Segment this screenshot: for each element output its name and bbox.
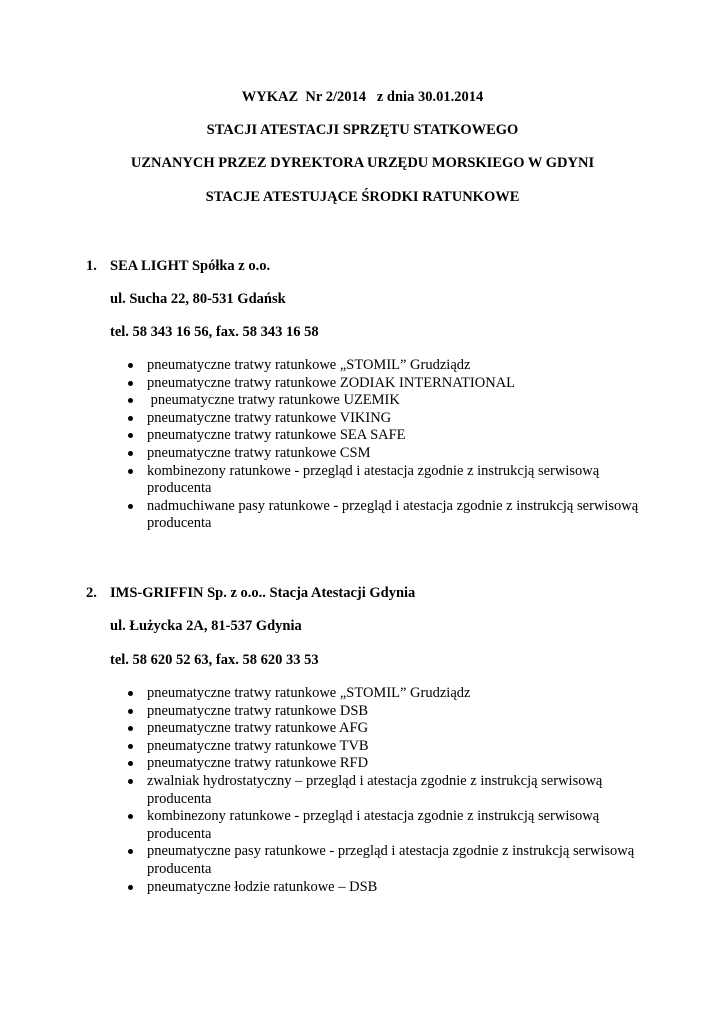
bullet-icon <box>128 416 133 421</box>
section-2-number: 2. <box>86 585 97 601</box>
list-item: pneumatyczne tratwy ratunkowe UZEMIK <box>126 392 646 410</box>
bullet-icon <box>128 814 133 819</box>
list-item: pneumatyczne łodzie ratunkowe – DSB <box>126 879 646 897</box>
list-item: pneumatyczne tratwy ratunkowe DSB <box>126 703 646 721</box>
list-item: pneumatyczne tratwy ratunkowe AFG <box>126 720 646 738</box>
section-1-phone: tel. 58 343 16 56, fax. 58 343 16 58 <box>110 324 319 340</box>
list-item: pneumatyczne tratwy ratunkowe „STOMIL” Grudziądz <box>126 357 646 375</box>
document-title: WYKAZ Nr 2/2014 z dnia 30.01.2014 <box>241 89 484 105</box>
bullet-icon <box>128 381 133 386</box>
list-item: kombinezony ratunkowe - przegląd i atestacja zgodnie z instrukcją serwisową producenta <box>126 463 646 498</box>
bullet-icon <box>128 726 133 731</box>
bullet-icon <box>128 779 133 784</box>
list-item: pneumatyczne tratwy ratunkowe VIKING <box>126 410 646 428</box>
bullet-icon <box>128 709 133 714</box>
section-2-phone: tel. 58 620 52 63, fax. 58 620 33 53 <box>110 652 319 668</box>
bullet-icon <box>128 398 133 403</box>
bullet-icon <box>128 433 133 438</box>
list-item: pneumatyczne tratwy ratunkowe „STOMIL” Grudziądz <box>126 685 646 703</box>
bullet-icon <box>128 363 133 368</box>
list-item: nadmuchiwane pasy ratunkowe - przegląd i atestacja zgodnie z instrukcją serwisową producenta <box>126 498 646 533</box>
bullet-icon <box>128 451 133 456</box>
document-subtitle-stations: STACJI ATESTACJI SPRZĘTU STATKOWEGO <box>206 122 519 138</box>
list-item: pneumatyczne pasy ratunkowe - przegląd i atestacja zgodnie z instrukcją serwisową producenta <box>126 843 646 878</box>
document-subtitle-category: STACJE ATESTUJĄCE ŚRODKI RATUNKOWE <box>205 189 520 205</box>
bullet-icon <box>128 849 133 854</box>
bullet-icon <box>128 761 133 766</box>
bullet-icon <box>128 885 133 890</box>
bullet-icon <box>128 469 133 474</box>
section-1-title <box>86 257 270 275</box>
section-2-services-list <box>126 685 646 896</box>
bullet-icon <box>128 691 133 696</box>
section-2-address: ul. Łużycka 2A, 81-537 Gdynia <box>110 618 302 634</box>
list-item: pneumatyczne tratwy ratunkowe SEA SAFE <box>126 427 646 445</box>
list-item: pneumatyczne tratwy ratunkowe TVB <box>126 738 646 756</box>
list-item: pneumatyczne tratwy ratunkowe CSM <box>126 445 646 463</box>
document-subtitle-authority: UZNANYCH PRZEZ DYREKTORA URZĘDU MORSKIEGO W GDYNI <box>130 155 595 171</box>
list-item: kombinezony ratunkowe - przegląd i atestacja zgodnie z instrukcją serwisową producenta <box>126 808 646 843</box>
section-2-company-name: IMS-GRIFFIN Sp. z o.o.. Stacja Atestacji Gdynia <box>110 585 416 601</box>
section-1-address: ul. Sucha 22, 80-531 Gdańsk <box>110 291 286 307</box>
bullet-icon <box>128 504 133 509</box>
section-2-title <box>86 584 415 602</box>
list-item: pneumatyczne tratwy ratunkowe RFD <box>126 755 646 773</box>
list-item: pneumatyczne tratwy ratunkowe ZODIAK INTERNATIONAL <box>126 375 646 393</box>
bullet-icon <box>128 744 133 749</box>
section-1-services-list <box>126 357 646 533</box>
section-1-number: 1. <box>86 258 97 274</box>
section-1-company-name: SEA LIGHT Spółka z o.o. <box>110 258 271 274</box>
list-item: zwalniak hydrostatyczny – przegląd i atestacja zgodnie z instrukcją serwisową producenta <box>126 773 646 808</box>
